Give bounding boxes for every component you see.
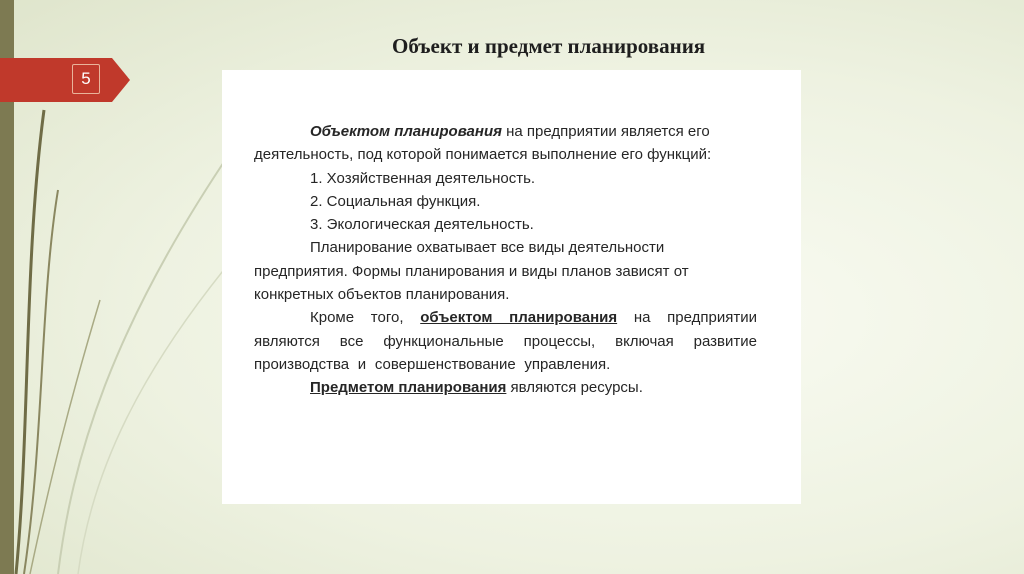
paragraph-object-text: на предприятии является его деятельность, под которой понимается выполнение его функций: bbox=[254, 123, 712, 164]
list-item-1: 1. Хозяйственная деятельность. bbox=[310, 169, 536, 187]
object-term-underlined: объектом планирования bbox=[420, 309, 618, 327]
paragraph-planning-scope: Планирование охватывает все виды деятельности предприятия. Формы планирования и виды планов зависят от конкретных объектов планирования. bbox=[254, 239, 689, 304]
paragraph-subject-text: являются ресурсы. bbox=[506, 379, 643, 397]
paragraph-processes bbox=[254, 306, 757, 376]
paragraph-processes-lead: Кроме того, bbox=[310, 309, 421, 327]
slide-title: Объект и предмет планирования bbox=[392, 34, 706, 58]
subject-term: Предметом планирования bbox=[310, 379, 507, 397]
page-number-tab bbox=[0, 58, 130, 102]
paragraph-object bbox=[254, 120, 757, 167]
paragraph-processes-text: на предприятии являются все функциональные процессы, включая развитие производства и совершенствование управления. bbox=[254, 309, 757, 373]
text-card bbox=[222, 70, 801, 504]
object-term: Объектом планирования bbox=[310, 123, 502, 140]
list-item-3: 3. Экологическая деятельность. bbox=[310, 216, 534, 234]
page-number: 5 bbox=[72, 64, 100, 94]
paragraph-subject bbox=[254, 376, 757, 399]
list-item-2: 2. Социальная функция. bbox=[310, 192, 481, 210]
